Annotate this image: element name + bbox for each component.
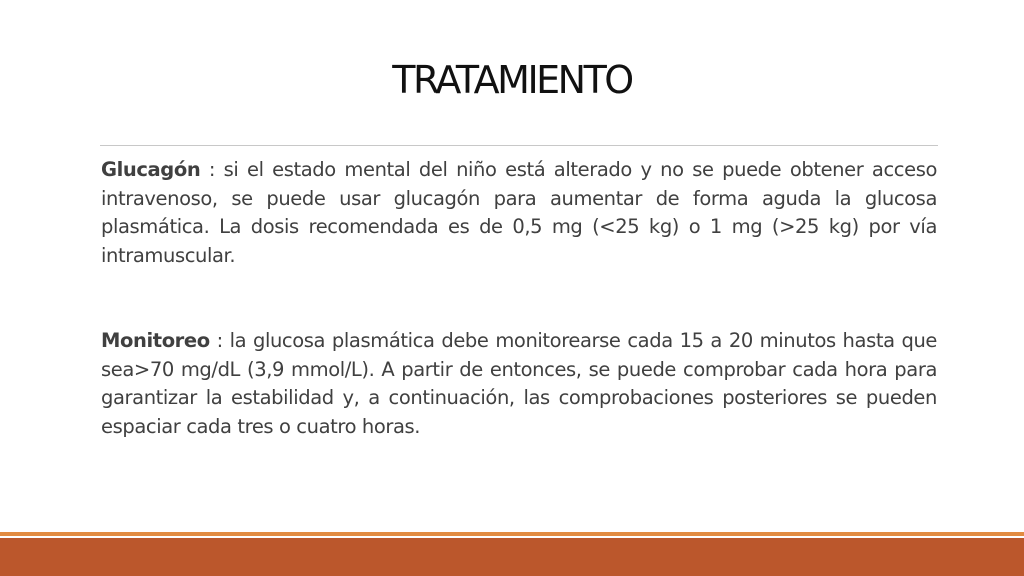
slide-body (101, 156, 937, 441)
term-monitoreo: Monitoreo (101, 329, 210, 352)
title-divider (100, 145, 938, 146)
paragraph-monitoreo-text: : la glucosa plasmática debe monitorearse cada 15 a 20 minutos hasta que sea>70 mg/dL (3,9 mmol/L). A partir de entonces, se puede comprobar cada hora para garantizar la estabilidad y, a continuación, las comprobaciones posteriores se pueden espaciar cada tres o cuatro horas. (101, 329, 937, 438)
slide-title: TRATAMIENTO (392, 58, 632, 102)
footer-accent-stripe (0, 532, 1024, 536)
footer-band (0, 538, 1024, 576)
paragraph-monitoreo (101, 327, 937, 441)
term-glucagon: Glucagón (101, 158, 201, 181)
paragraph-glucagon-text: : si el estado mental del niño está alterado y no se puede obtener acceso intravenoso, se puede usar glucagón para aumentar de forma aguda la glucosa plasmática. La dosis recomendada es de 0,5 mg (<25 kg) o 1 mg (>25 kg) por vía intramuscular. (101, 158, 937, 267)
paragraph-glucagon (101, 156, 937, 270)
